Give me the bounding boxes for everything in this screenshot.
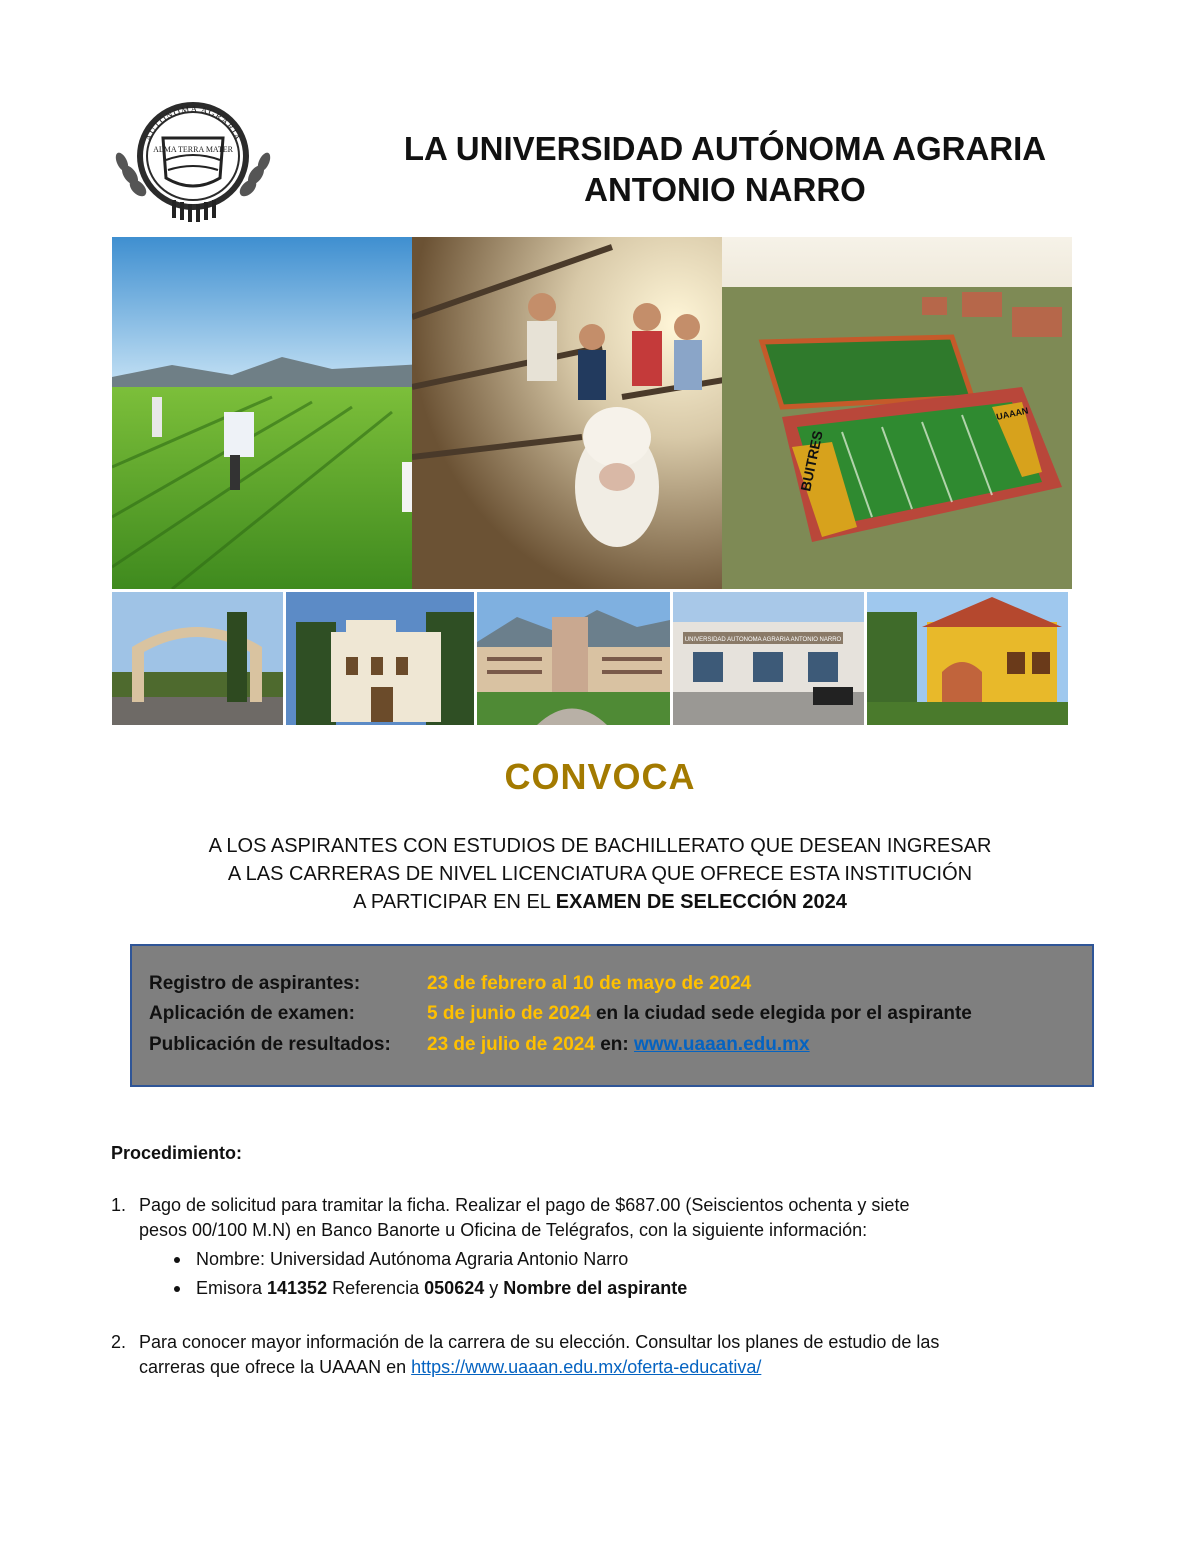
stadium-aerial-photo xyxy=(722,237,1072,589)
svg-text:AUTÓNOMA AGRARIA: AUTÓNOMA AGRARIA xyxy=(142,103,244,143)
aplicacion-suffix: en la ciudad sede elegida por el aspirante xyxy=(590,1003,972,1024)
title-line-2: ANTONIO NARRO xyxy=(584,171,866,208)
aplicacion-label: Aplicación de examen: xyxy=(149,1003,355,1024)
registro-value: 23 de febrero al 10 de mayo de 2024 xyxy=(427,973,752,994)
item-2-number: 2. xyxy=(111,1332,127,1352)
bullet-2-text: Emisora 141352 Referencia 050624 y Nombre del aspirante xyxy=(196,1278,688,1298)
campus-mountains-photo xyxy=(477,592,670,725)
convoca-heading: CONVOCA xyxy=(504,756,696,797)
oferta-educativa-link[interactable]: https://www.uaaan.edu.mx/oferta-educativa/ xyxy=(411,1357,762,1377)
entrance-arch-photo xyxy=(112,592,283,725)
bullet-icon xyxy=(174,1257,180,1263)
yellow-house-photo xyxy=(867,592,1068,725)
students-cattle-photo xyxy=(412,237,742,589)
hero-collage-image xyxy=(112,237,1072,589)
procedimiento-heading: Procedimiento: xyxy=(111,1143,243,1163)
intro-line-3: A PARTICIPAR EN EL EXAMEN DE SELECCIÓN 2024 xyxy=(353,891,847,913)
main-building-photo xyxy=(673,592,864,725)
key-dates-box xyxy=(130,944,1094,1087)
exam-name: EXAMEN DE SELECCIÓN 2024 xyxy=(555,891,847,913)
intro-line-2: A LAS CARRERAS DE NIVEL LICENCIATURA QUE OFRECE ESTA INSTITUCIÓN xyxy=(227,863,973,885)
colonial-building-photo xyxy=(286,592,474,725)
aplicacion-row xyxy=(149,1003,972,1025)
bullet-icon xyxy=(174,1286,180,1292)
publicacion-suffix: en: xyxy=(594,1034,634,1055)
crop-field-photo xyxy=(112,237,442,589)
bullet-1-text: Nombre: Universidad Autónoma Agraria Antonio Narro xyxy=(196,1249,629,1269)
svg-text:UAAAN: UAAAN xyxy=(995,405,1030,422)
publicacion-row xyxy=(149,1034,810,1056)
publicacion-value: 23 de julio de 2024 xyxy=(427,1034,595,1055)
item-2-text: Para conocer mayor información de la carrera de su elección. Consultar los planes de estudio de las carreras que ofrece la UAAAN en https://www.uaaan.edu.mx/oferta-educativa/ xyxy=(139,1332,940,1377)
page-title xyxy=(300,128,1150,210)
intro-line-1: A LOS ASPIRANTES CON ESTUDIOS DE BACHILLERATO QUE DESEAN INGRESAR xyxy=(208,835,992,857)
registro-row xyxy=(149,973,751,995)
svg-text:UNIVERSIDAD AUTONOMA AGRARIA A: UNIVERSIDAD AUTONOMA AGRARIA ANTONIO NARRO xyxy=(684,637,842,643)
university-seal-logo xyxy=(108,100,278,226)
item-1-number: 1. xyxy=(111,1195,127,1215)
svg-text:ALMA TERRA MATER: ALMA TERRA MATER xyxy=(153,145,233,154)
publicacion-label: Publicación de resultados: xyxy=(149,1034,391,1055)
svg-text:BUITRES: BUITRES xyxy=(797,429,826,493)
aplicacion-value: 5 de junio de 2024 xyxy=(427,1003,591,1024)
registro-label: Registro de aspirantes: xyxy=(149,973,361,994)
uaaan-website-link[interactable]: www.uaaan.edu.mx xyxy=(633,1034,810,1055)
title-line-1: LA UNIVERSIDAD AUTÓNOMA AGRARIA xyxy=(403,130,1047,167)
item-1-text: Pago de solicitud para tramitar la ficha. Realizar el pago de $687.00 (Seiscientos ochenta y siete pesos 00/100 M.N) en Banco Banorte u Oficina de Telégrafos, con la siguiente información: xyxy=(139,1195,910,1240)
call-intro-text xyxy=(100,832,1100,916)
